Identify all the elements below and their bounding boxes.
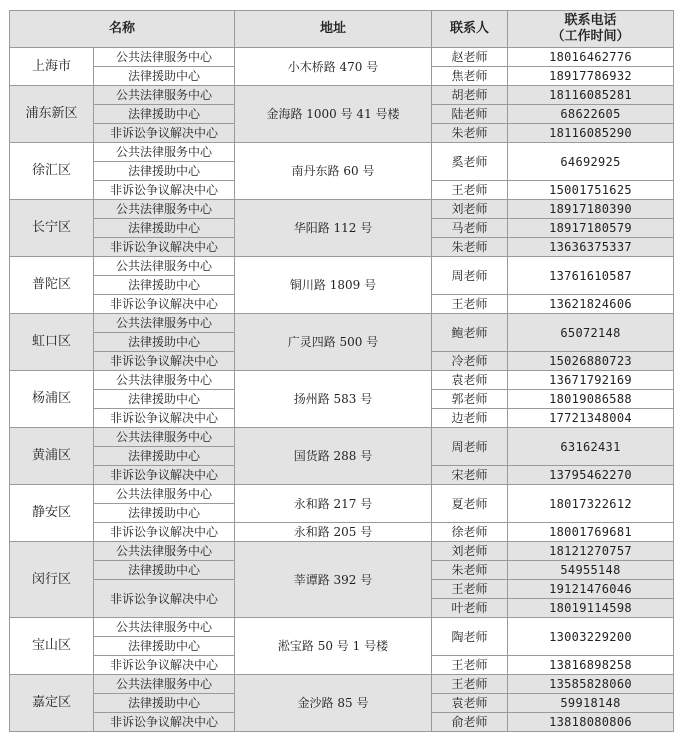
center-name: 法律援助中心 (94, 694, 235, 713)
center-name: 非诉讼争议解决中心 (94, 295, 235, 314)
table-row (10, 618, 674, 637)
center-name: 公共法律服务中心 (94, 371, 235, 390)
table-row (10, 485, 674, 504)
contact-person: 宋老师 (432, 466, 508, 485)
contact-person: 袁老师 (432, 694, 508, 713)
header-phone-title: 联系电话 (564, 13, 617, 28)
header-phone (508, 11, 674, 48)
center-name: 公共法律服务中心 (94, 675, 235, 694)
center-name: 非诉讼争议解决中心 (94, 656, 235, 675)
contact-phone: 13795462270 (508, 466, 674, 485)
header-phone-hours: （工作时间） (551, 29, 630, 44)
contact-phone: 13585828060 (508, 675, 674, 694)
district-name: 徐汇区 (10, 143, 94, 200)
contact-phone: 13621824606 (508, 295, 674, 314)
center-name: 非诉讼争议解决中心 (94, 352, 235, 371)
contact-phone: 13671792169 (508, 371, 674, 390)
contact-person: 夏老师 (432, 485, 508, 523)
center-name: 公共法律服务中心 (94, 143, 235, 162)
center-name: 法律援助中心 (94, 390, 235, 409)
center-name: 法律援助中心 (94, 67, 235, 86)
center-name: 公共法律服务中心 (94, 257, 235, 276)
table-row (10, 675, 674, 694)
district-name: 上海市 (10, 48, 94, 86)
center-name: 法律援助中心 (94, 276, 235, 295)
center-name: 公共法律服务中心 (94, 86, 235, 105)
contact-phone: 65072148 (508, 314, 674, 352)
contact-person: 朱老师 (432, 238, 508, 257)
district-name: 嘉定区 (10, 675, 94, 732)
center-name: 非诉讼争议解决中心 (94, 181, 235, 200)
center-name: 非诉讼争议解决中心 (94, 409, 235, 428)
contact-person: 冷老师 (432, 352, 508, 371)
district-name: 长宁区 (10, 200, 94, 257)
contact-phone: 68622605 (508, 105, 674, 124)
center-name: 法律援助中心 (94, 504, 235, 523)
center-name: 法律援助中心 (94, 219, 235, 238)
district-name: 杨浦区 (10, 371, 94, 428)
contact-person: 刘老师 (432, 542, 508, 561)
center-address: 金沙路 85 号 (235, 675, 432, 732)
contact-person: 朱老师 (432, 561, 508, 580)
contact-phone: 18016462776 (508, 48, 674, 67)
contact-person: 王老师 (432, 656, 508, 675)
contact-phone: 18116085290 (508, 124, 674, 143)
contact-phone: 18121270757 (508, 542, 674, 561)
contact-person: 徐老师 (432, 523, 508, 542)
center-address: 广灵四路 500 号 (235, 314, 432, 371)
contact-person: 王老师 (432, 295, 508, 314)
center-address: 莘谭路 392 号 (235, 542, 432, 618)
table-row (10, 48, 674, 67)
center-address: 淞宝路 50 号 1 号楼 (235, 618, 432, 675)
district-name: 黄浦区 (10, 428, 94, 485)
header-contact: 联系人 (432, 11, 508, 48)
contact-phone: 13818080806 (508, 713, 674, 732)
center-address: 永和路 217 号 (235, 485, 432, 523)
contact-person: 奚老师 (432, 143, 508, 181)
contact-person: 刘老师 (432, 200, 508, 219)
center-name: 公共法律服务中心 (94, 48, 235, 67)
contact-phone: 18116085281 (508, 86, 674, 105)
contact-phone: 54955148 (508, 561, 674, 580)
district-name: 静安区 (10, 485, 94, 542)
center-name: 非诉讼争议解决中心 (94, 713, 235, 732)
contact-phone: 18917786932 (508, 67, 674, 86)
table-row (10, 371, 674, 390)
center-address: 铜川路 1809 号 (235, 257, 432, 314)
center-name: 非诉讼争议解决中心 (94, 523, 235, 542)
table-row (10, 200, 674, 219)
contact-phone: 18019086588 (508, 390, 674, 409)
contact-person: 焦老师 (432, 67, 508, 86)
contact-person: 郭老师 (432, 390, 508, 409)
center-name: 法律援助中心 (94, 447, 235, 466)
table-row (10, 428, 674, 447)
contact-phone: 13636375337 (508, 238, 674, 257)
contact-person: 陆老师 (432, 105, 508, 124)
center-address: 扬州路 583 号 (235, 371, 432, 428)
contact-phone: 13761610587 (508, 257, 674, 295)
center-address: 国货路 288 号 (235, 428, 432, 485)
contact-phone: 59918148 (508, 694, 674, 713)
center-address: 南丹东路 60 号 (235, 143, 432, 200)
center-name: 法律援助中心 (94, 637, 235, 656)
legal-services-table (9, 10, 674, 732)
contact-phone: 18001769681 (508, 523, 674, 542)
district-name: 宝山区 (10, 618, 94, 675)
contact-phone: 63162431 (508, 428, 674, 466)
contact-phone: 17721348004 (508, 409, 674, 428)
center-name: 公共法律服务中心 (94, 428, 235, 447)
table-row (10, 523, 674, 542)
center-name: 公共法律服务中心 (94, 542, 235, 561)
contact-phone: 18019114598 (508, 599, 674, 618)
center-name: 非诉讼争议解决中心 (94, 580, 235, 618)
center-address: 金海路 1000 号 41 号楼 (235, 86, 432, 143)
table-row (10, 143, 674, 162)
contact-person: 王老师 (432, 181, 508, 200)
district-name: 浦东新区 (10, 86, 94, 143)
header-name: 名称 (10, 11, 235, 48)
center-name: 法律援助中心 (94, 333, 235, 352)
contact-phone: 13003229200 (508, 618, 674, 656)
contact-person: 叶老师 (432, 599, 508, 618)
center-address: 永和路 205 号 (235, 523, 432, 542)
contact-person: 周老师 (432, 257, 508, 295)
contact-phone: 13816898258 (508, 656, 674, 675)
district-name: 普陀区 (10, 257, 94, 314)
contact-phone: 64692925 (508, 143, 674, 181)
contact-phone: 19121476046 (508, 580, 674, 599)
contact-person: 胡老师 (432, 86, 508, 105)
contact-phone: 18017322612 (508, 485, 674, 523)
contact-person: 俞老师 (432, 713, 508, 732)
contact-person: 王老师 (432, 675, 508, 694)
center-name: 公共法律服务中心 (94, 200, 235, 219)
center-name: 法律援助中心 (94, 561, 235, 580)
center-name: 公共法律服务中心 (94, 618, 235, 637)
center-name: 公共法律服务中心 (94, 314, 235, 333)
contact-person: 周老师 (432, 428, 508, 466)
table-row (10, 542, 674, 561)
contact-phone: 15001751625 (508, 181, 674, 200)
contact-person: 朱老师 (432, 124, 508, 143)
contact-person: 边老师 (432, 409, 508, 428)
table-header-row (10, 11, 674, 48)
table-row (10, 314, 674, 333)
table-row (10, 257, 674, 276)
center-name: 非诉讼争议解决中心 (94, 124, 235, 143)
contact-person: 鲍老师 (432, 314, 508, 352)
center-name: 公共法律服务中心 (94, 485, 235, 504)
header-address: 地址 (235, 11, 432, 48)
contact-phone: 18917180579 (508, 219, 674, 238)
contact-person: 袁老师 (432, 371, 508, 390)
center-name: 法律援助中心 (94, 162, 235, 181)
center-address: 华阳路 112 号 (235, 200, 432, 257)
contact-person: 赵老师 (432, 48, 508, 67)
center-name: 非诉讼争议解决中心 (94, 466, 235, 485)
contact-person: 陶老师 (432, 618, 508, 656)
contact-phone: 15026880723 (508, 352, 674, 371)
center-name: 非诉讼争议解决中心 (94, 238, 235, 257)
contact-person: 王老师 (432, 580, 508, 599)
center-address: 小木桥路 470 号 (235, 48, 432, 86)
district-name: 闵行区 (10, 542, 94, 618)
contact-person: 马老师 (432, 219, 508, 238)
center-name: 法律援助中心 (94, 105, 235, 124)
table-row (10, 86, 674, 105)
district-name: 虹口区 (10, 314, 94, 371)
contact-phone: 18917180390 (508, 200, 674, 219)
